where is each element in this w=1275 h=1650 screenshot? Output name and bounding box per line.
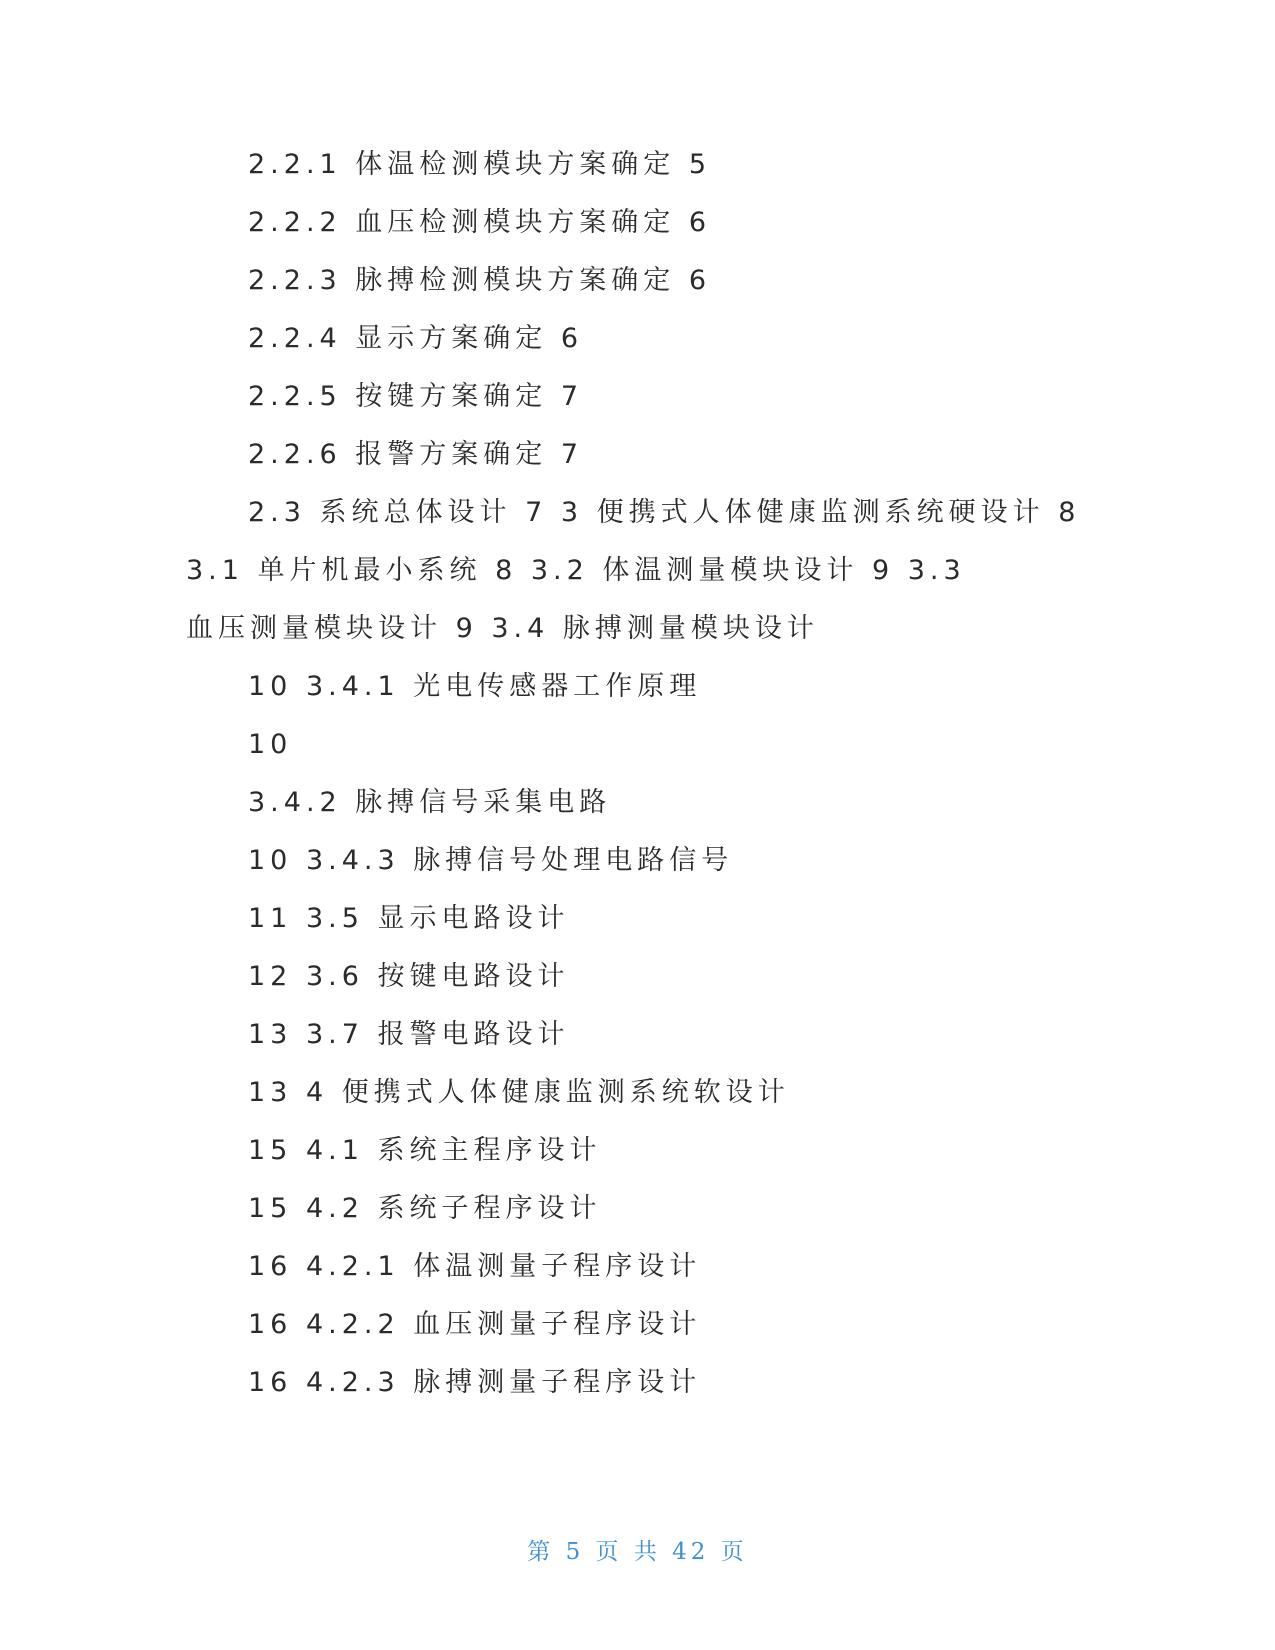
toc-entry-4-2-3: 16 4.2.3 脉搏测量子程序设计 <box>248 1367 702 1398</box>
page-footer: 第 5 页 共 42 页 <box>527 1539 748 1565</box>
toc-entry-4-1: 15 4.1 系统主程序设计 <box>248 1135 602 1166</box>
toc-entry-2-3: 2.3 系统总体设计 7 3 便携式人体健康监测系统硬设计 8 <box>248 497 1081 528</box>
toc-entry-2-2-1: 2.2.1 体温检测模块方案确定 5 <box>248 149 712 180</box>
toc-entry-3-3: 血压测量模块设计 9 3.4 脉搏测量模块设计 <box>186 613 819 644</box>
toc-entry-3-6: 12 3.6 按键电路设计 <box>248 961 570 992</box>
toc-entry-2-2-4: 2.2.4 显示方案确定 6 <box>248 323 584 354</box>
toc-entry-2-2-5: 2.2.5 按键方案确定 7 <box>248 381 584 412</box>
toc-entry-4-2-2: 16 4.2.2 血压测量子程序设计 <box>248 1309 702 1340</box>
toc-entry-2-2-2: 2.2.2 血压检测模块方案确定 6 <box>248 207 712 238</box>
toc-entry-3-5: 11 3.5 显示电路设计 <box>248 903 570 934</box>
toc-entry-4-2-1: 16 4.2.1 体温测量子程序设计 <box>248 1251 702 1282</box>
toc-entry-page-number: 10 <box>248 729 293 760</box>
toc-entry-4: 13 4 便携式人体健康监测系统软设计 <box>248 1077 790 1108</box>
toc-entry-3-7: 13 3.7 报警电路设计 <box>248 1019 570 1050</box>
toc-entry-3-1: 3.1 单片机最小系统 8 3.2 体温测量模块设计 9 3.3 <box>186 555 966 586</box>
toc-entry-2-2-6: 2.2.6 报警方案确定 7 <box>248 439 584 470</box>
toc-entry-4-2: 15 4.2 系统子程序设计 <box>248 1193 602 1224</box>
toc-entry-3-4-3: 10 3.4.3 脉搏信号处理电路信号 <box>248 845 734 876</box>
toc-entry-3-4-1: 10 3.4.1 光电传感器工作原理 <box>248 671 702 702</box>
toc-entry-3-4-2: 3.4.2 脉搏信号采集电路 <box>248 787 612 818</box>
toc-entry-2-2-3: 2.2.3 脉搏检测模块方案确定 6 <box>248 265 712 296</box>
